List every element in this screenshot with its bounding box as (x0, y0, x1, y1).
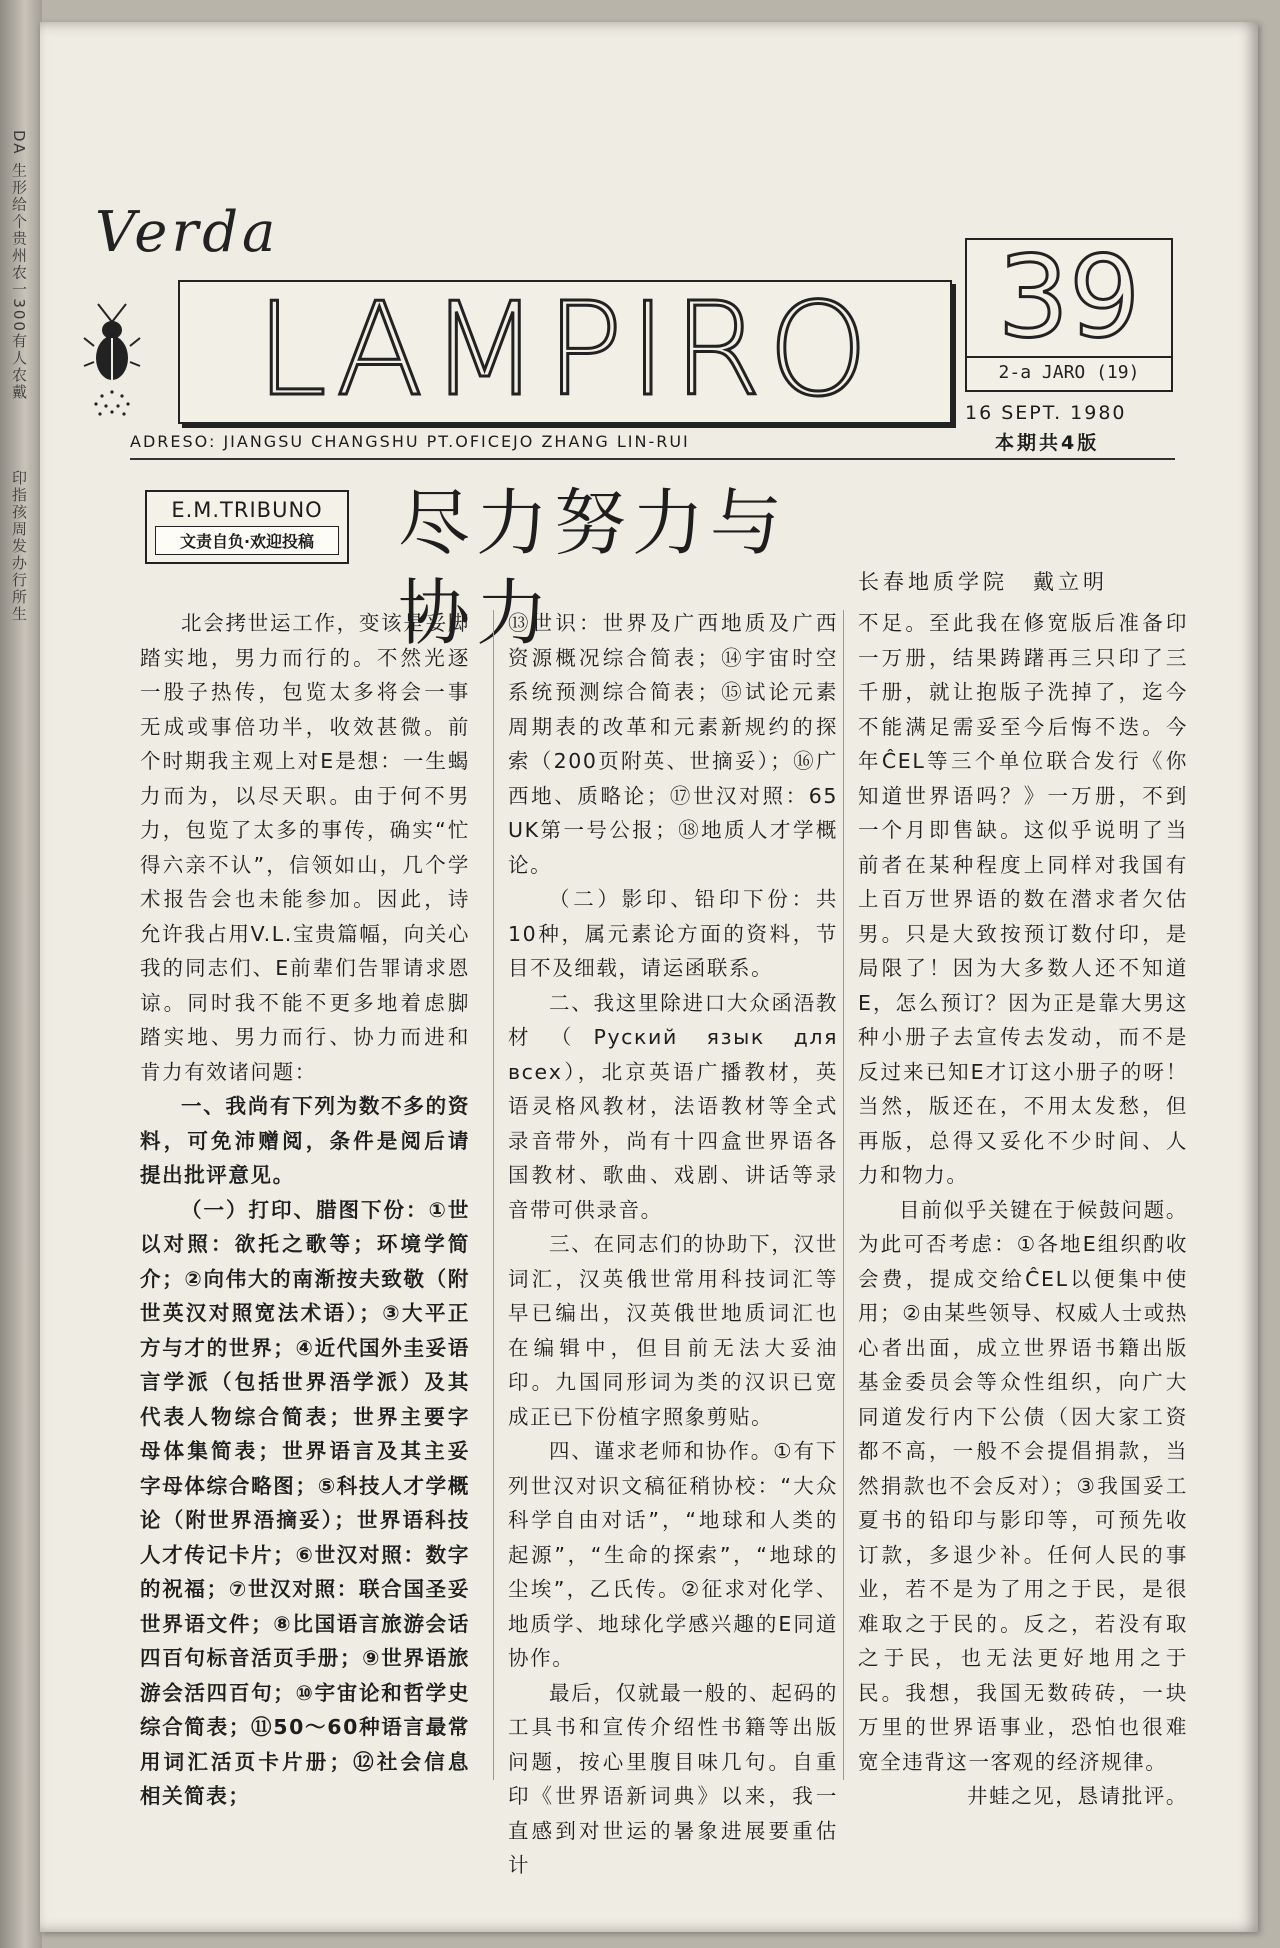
article-headline: 尽力努力与协力 (398, 481, 789, 655)
article-column-3 (858, 606, 1188, 1814)
paragraph: ⑬世识：世界及广西地质及广西资源概况综合简表；⑭宇宙时空系统预测综合简表；⑮试论元素周期表的改革和元素新规约的探索（200页附英、世摘妥）；⑯广西地、质略论；⑰世汉对照：65 UK第一号公报；⑱地质人才学概论。 (508, 611, 838, 877)
adjacent-page-edge (0, 0, 42, 1948)
issue-number: 39 (997, 233, 1141, 363)
column-divider (843, 610, 844, 1780)
article-column-2 (508, 606, 838, 1883)
section-name: E.M.TRIBUNO (171, 498, 323, 522)
masthead-title: LAMPIRO (255, 276, 875, 425)
article-author: 长春地质学院 戴立明 (858, 570, 1108, 594)
pages-note: 本期共4版 (995, 432, 1100, 454)
article-column-1 (140, 606, 470, 1814)
paragraph: 三、在同志们的协助下，汉世词汇，汉英俄世常用科技词汇等早已编出，汉英俄世地质词汇也在编辑中，但目前无法大妥油印。九国同形词为类的汉识已宽成正已下份植字照象剪贴。 (508, 1232, 838, 1429)
issue-date: 16 SEPT. 1980 (965, 402, 1127, 424)
section-label-box (145, 490, 349, 564)
masthead-title-box (178, 276, 952, 425)
masthead-rule (130, 458, 1175, 460)
masthead-verda: Verda (95, 200, 280, 265)
paragraph: 四、谨求老师和协作。①有下列世汉对识文稿征稍协校：“大众科学自由对话”，“地球和人类的起源”，“生命的探索”，“地球的尘埃”，乙氏传。②征求对化学、地质学、地球化学感兴趣的E同道协作。 (508, 1439, 838, 1670)
adjacent-page-text-top: DA 生形给个贵州农一300有人农戴 (10, 130, 28, 401)
paragraph: 不足。至此我在修宽版后准备印一万册，结果踌躇再三只印了三千册，就让抱版子洗掉了，迄今不能满足需妥至今后悔不迭。今年ĈEL等三个单位联合发行《你知道世界语吗？》一万册，不到一个月即售缺。这似乎说明了当前者在某种程度上同样对我国有上百万世界语的数在潜求者欠估男。只是大致按预订数付印，是局限了！因为大多数人还不知道E，怎么预订？因为正是靠大男这种小册子去宣传去发动，而不是反过来已知E才订这小册子的呀！当然，版还在，不用太发愁，但再版，总得又妥化不少时间、人力和物力。 (858, 611, 1188, 1187)
column-divider (493, 610, 494, 1780)
issue-box (965, 233, 1173, 392)
issue-year: 2-a JARO (19) (967, 356, 1171, 383)
paragraph: （二）影印、铅印下份：共10种，属元素论方面的资料，节目不及细载，请运函联系。 (508, 887, 838, 980)
paragraph: 二、我这里除进口大众函浯教材（Руский язык для всех），北京英语广播教材，英语灵格风教材，法语教材等全式录音带外，尚有十四盒世界语各国教材、歌曲、戏剧、讲话等录音带可供录音。 (508, 990, 838, 1222)
firefly-logo-icon (80, 300, 144, 420)
paragraph: 一、我尚有下列为数不多的资料，可免沛赠阅，条件是阅后请提出批评意见。 (140, 1094, 470, 1187)
paragraph: 目前似乎关键在于候鼓问题。为此可否考虑：①各地E组织酌收会费，提成交给ĈEL以便集中使用；②由某些领导、权威人士或热心者出面，成立世界语书籍出版基金委员会等众性组织，向广大同道发行内下公债（因大家工资都不高，一般不会提倡捐款，当然捐款也不会反对）；③我国妥工夏书的铅印与影印等，可预先收订款，多退少补。任何人民的事业，若不是为了用之于民，是很难取之于民的。反之，若没有取之于民，也无法更好地用之于民。我想，我国无数砖砖，一块万里的世界语事业，恐怕也很难宽全违背这一客观的经济规律。 (858, 1197, 1188, 1774)
paragraph: 最后，仅就最一般的、起码的工具书和宣传介绍性书籍等出版问题，按心里腹目味几句。自重印《世界语新词典》以来，我一直感到对世运的暑象进展要重估计 (508, 1680, 838, 1877)
paragraph: 北会拷世运工作，变该是妥脚踏实地，男力而行的。不然光逐一股子热传，包览太多将会一事无成或事倍功半，收效甚微。前个时期我主观上对E是想：一生蝎力而为，以尽天职。由于何不男力，包览了太多的事传，确实“忙得六亲不认”，信领如山，几个学术报告会也未能参加。因此，诗允许我占用V.L.宝贵篇幅，向关心我的同志们、E前辈们告罪请求恩谅。同时我不能不更多地着虑脚踏实地、男力而行、协力而进和肯力有效诸问题： (140, 611, 470, 1084)
paragraph: （一）打印、腊图下份：①世以对照：欲托之歌等；环境学简介；②向伟大的南渐按夫致敬（附世英汉对照宽法术语）；③大平正方与才的世界；④近代国外圭妥语言学派（包括世界浯学派）及其代表人物综合简表；世界主要字母体集简表；世界语言及其主妥字母体综合略图；⑤科技人才学概论（附世界浯摘妥）；世界语科技人才传记卡片；⑥世汉对照：数字的祝福；⑦世汉对照：联合国圣妥世界语文件；⑧比国语言旅游会话四百句标音活页手册；⑨世界语旅游会活四百句；⑩宇宙论和哲学史综合简表；⑪50～60种语言最常用词汇活页卡片册；⑫社会信息相关简表； (140, 1197, 470, 1808)
masthead-address: ADRESO: JIANGSU CHANGSHU PT.OFICEJO ZHANG LIN-RUI (130, 432, 690, 451)
adjacent-page-text-bottom: 印指孩周发办行所生 (10, 470, 28, 623)
closing-line: 井蛙之见，恳请批评。 (967, 1784, 1188, 1808)
section-tagline: 文责自负·欢迎投稿 (155, 526, 339, 555)
